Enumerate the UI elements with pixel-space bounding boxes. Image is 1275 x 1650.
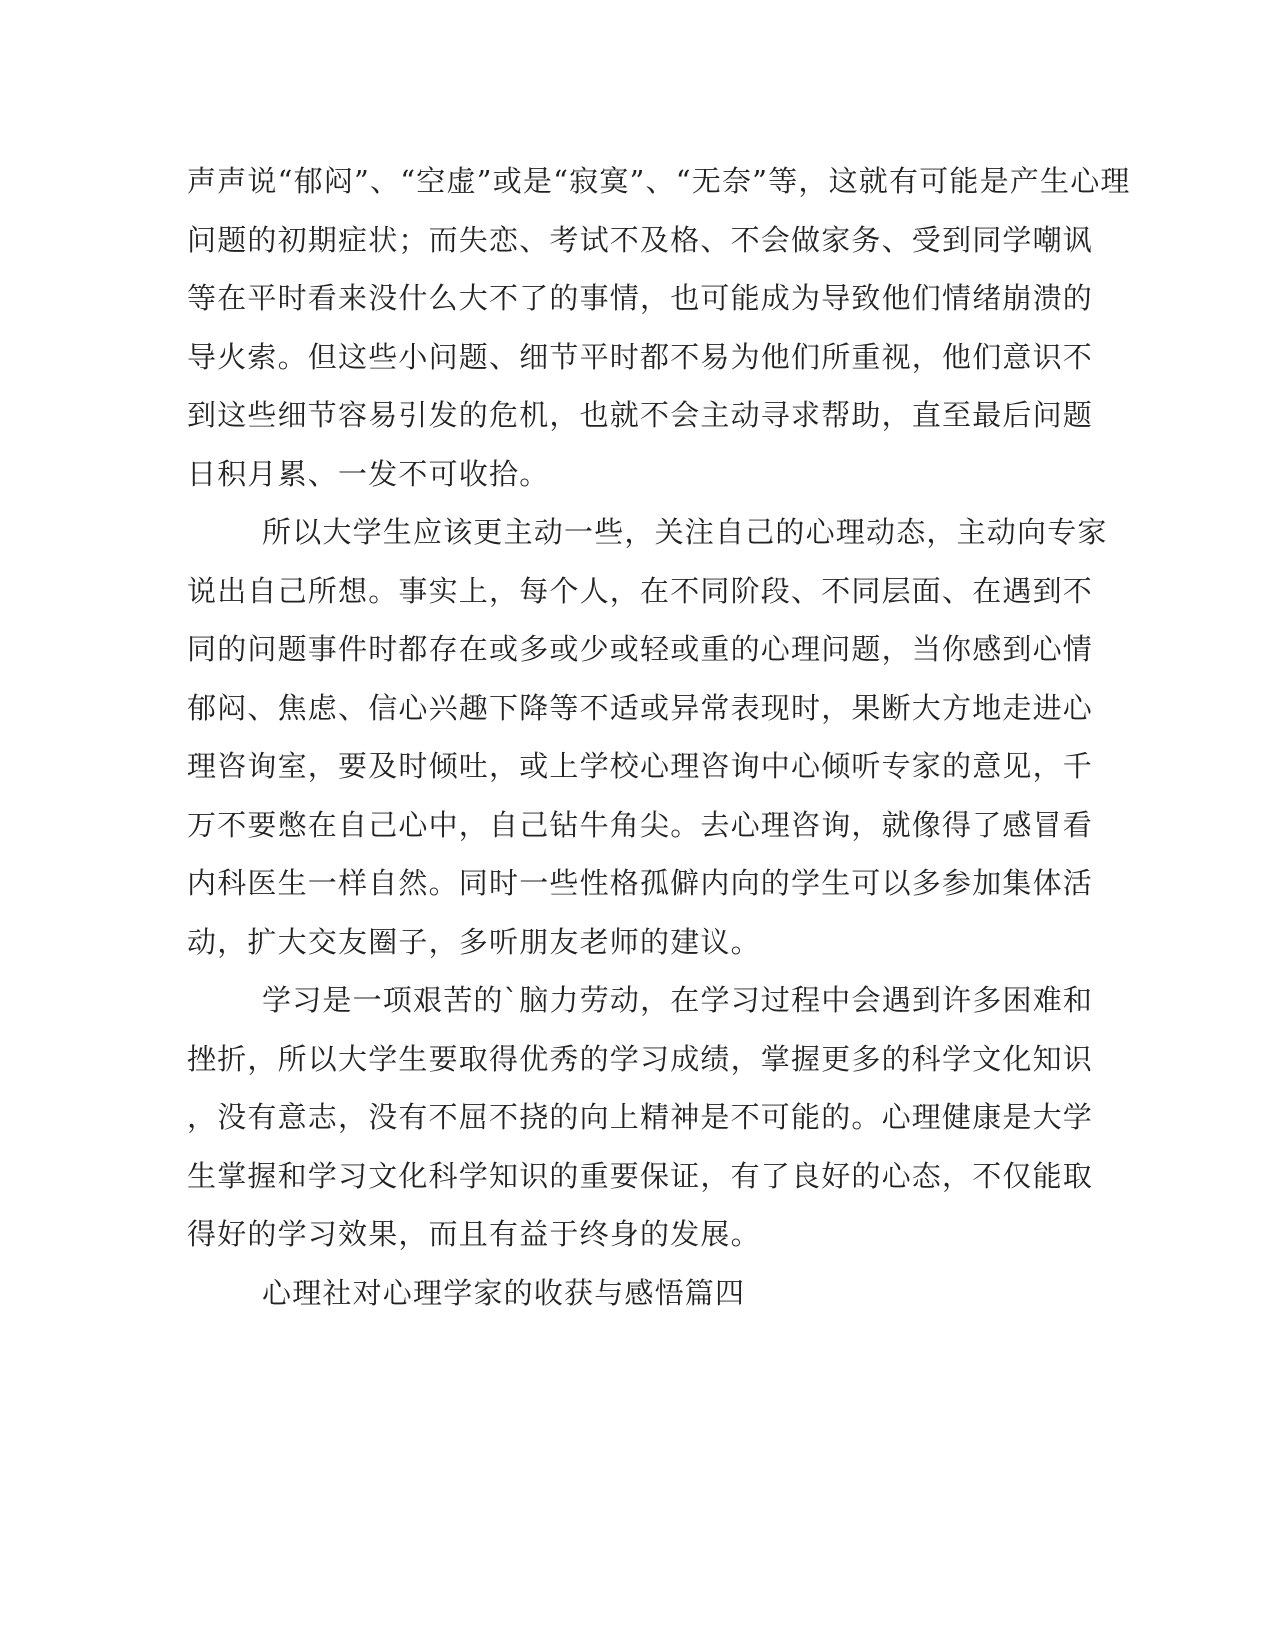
text-line: 万不要憋在自己心中，自己钻牛角尖。去心理咨询，就像得了感冒看 bbox=[187, 808, 1094, 842]
text-line: 问题的初期症状；而失恋、考试不及格、不会做家务、受到同学嘲讽 bbox=[187, 223, 1094, 257]
text-line: 同的问题事件时都存在或多或少或轻或重的心理问题，当你感到心情 bbox=[187, 632, 1094, 666]
text-line: 生掌握和学习文化科学知识的重要保证，有了良好的心态，不仅能取 bbox=[187, 1159, 1094, 1193]
text-line: 挫折，所以大学生要取得优秀的学习成绩，掌握更多的科学文化知识 bbox=[187, 1042, 1094, 1076]
text-line: 理咨询室，要及时倾吐，或上学校心理咨询中心倾听专家的意见，千 bbox=[187, 749, 1094, 783]
text-line: ，没有意志，没有不屈不挠的向上精神是不可能的。心理健康是大学 bbox=[187, 1100, 1094, 1134]
text-line: 郁闷、焦虑、信心兴趣下降等不适或异常表现时，果断大方地走进心 bbox=[187, 691, 1094, 725]
paragraph-first-line: 所以大学生应该更主动一些，关注自己的心理动态，主动向专家 bbox=[262, 515, 1108, 549]
section-heading: 心理社对心理学家的收获与感悟篇四 bbox=[262, 1276, 746, 1310]
text-line: 内科医生一样自然。同时一些性格孤僻内向的学生可以多参加集体活 bbox=[187, 866, 1094, 900]
text-line: 说出自己所想。事实上，每个人，在不同阶段、不同层面、在遇到不 bbox=[187, 574, 1094, 608]
text-line: 声声说“郁闷”、“空虚”或是“寂寞”、“无奈”等，这就有可能是产生心理 bbox=[187, 164, 1131, 198]
text-line: 到这些细节容易引发的危机，也就不会主动寻求帮助，直至最后问题 bbox=[187, 398, 1094, 432]
text-line: 日积月累、一发不可收拾。 bbox=[187, 457, 550, 491]
text-line: 导火索。但这些小问题、细节平时都不易为他们所重视，他们意识不 bbox=[187, 340, 1094, 374]
text-line: 等在平时看来没什么大不了的事情，也可能成为导致他们情绪崩溃的 bbox=[187, 281, 1094, 315]
text-line: 得好的学习效果，而且有益于终身的发展。 bbox=[187, 1217, 761, 1251]
text-line: 动，扩大交友圈子，多听朋友老师的建议。 bbox=[187, 925, 761, 959]
paragraph-first-line: 学习是一项艰苦的`脑力劳动，在学习过程中会遇到许多困难和 bbox=[262, 983, 1094, 1017]
